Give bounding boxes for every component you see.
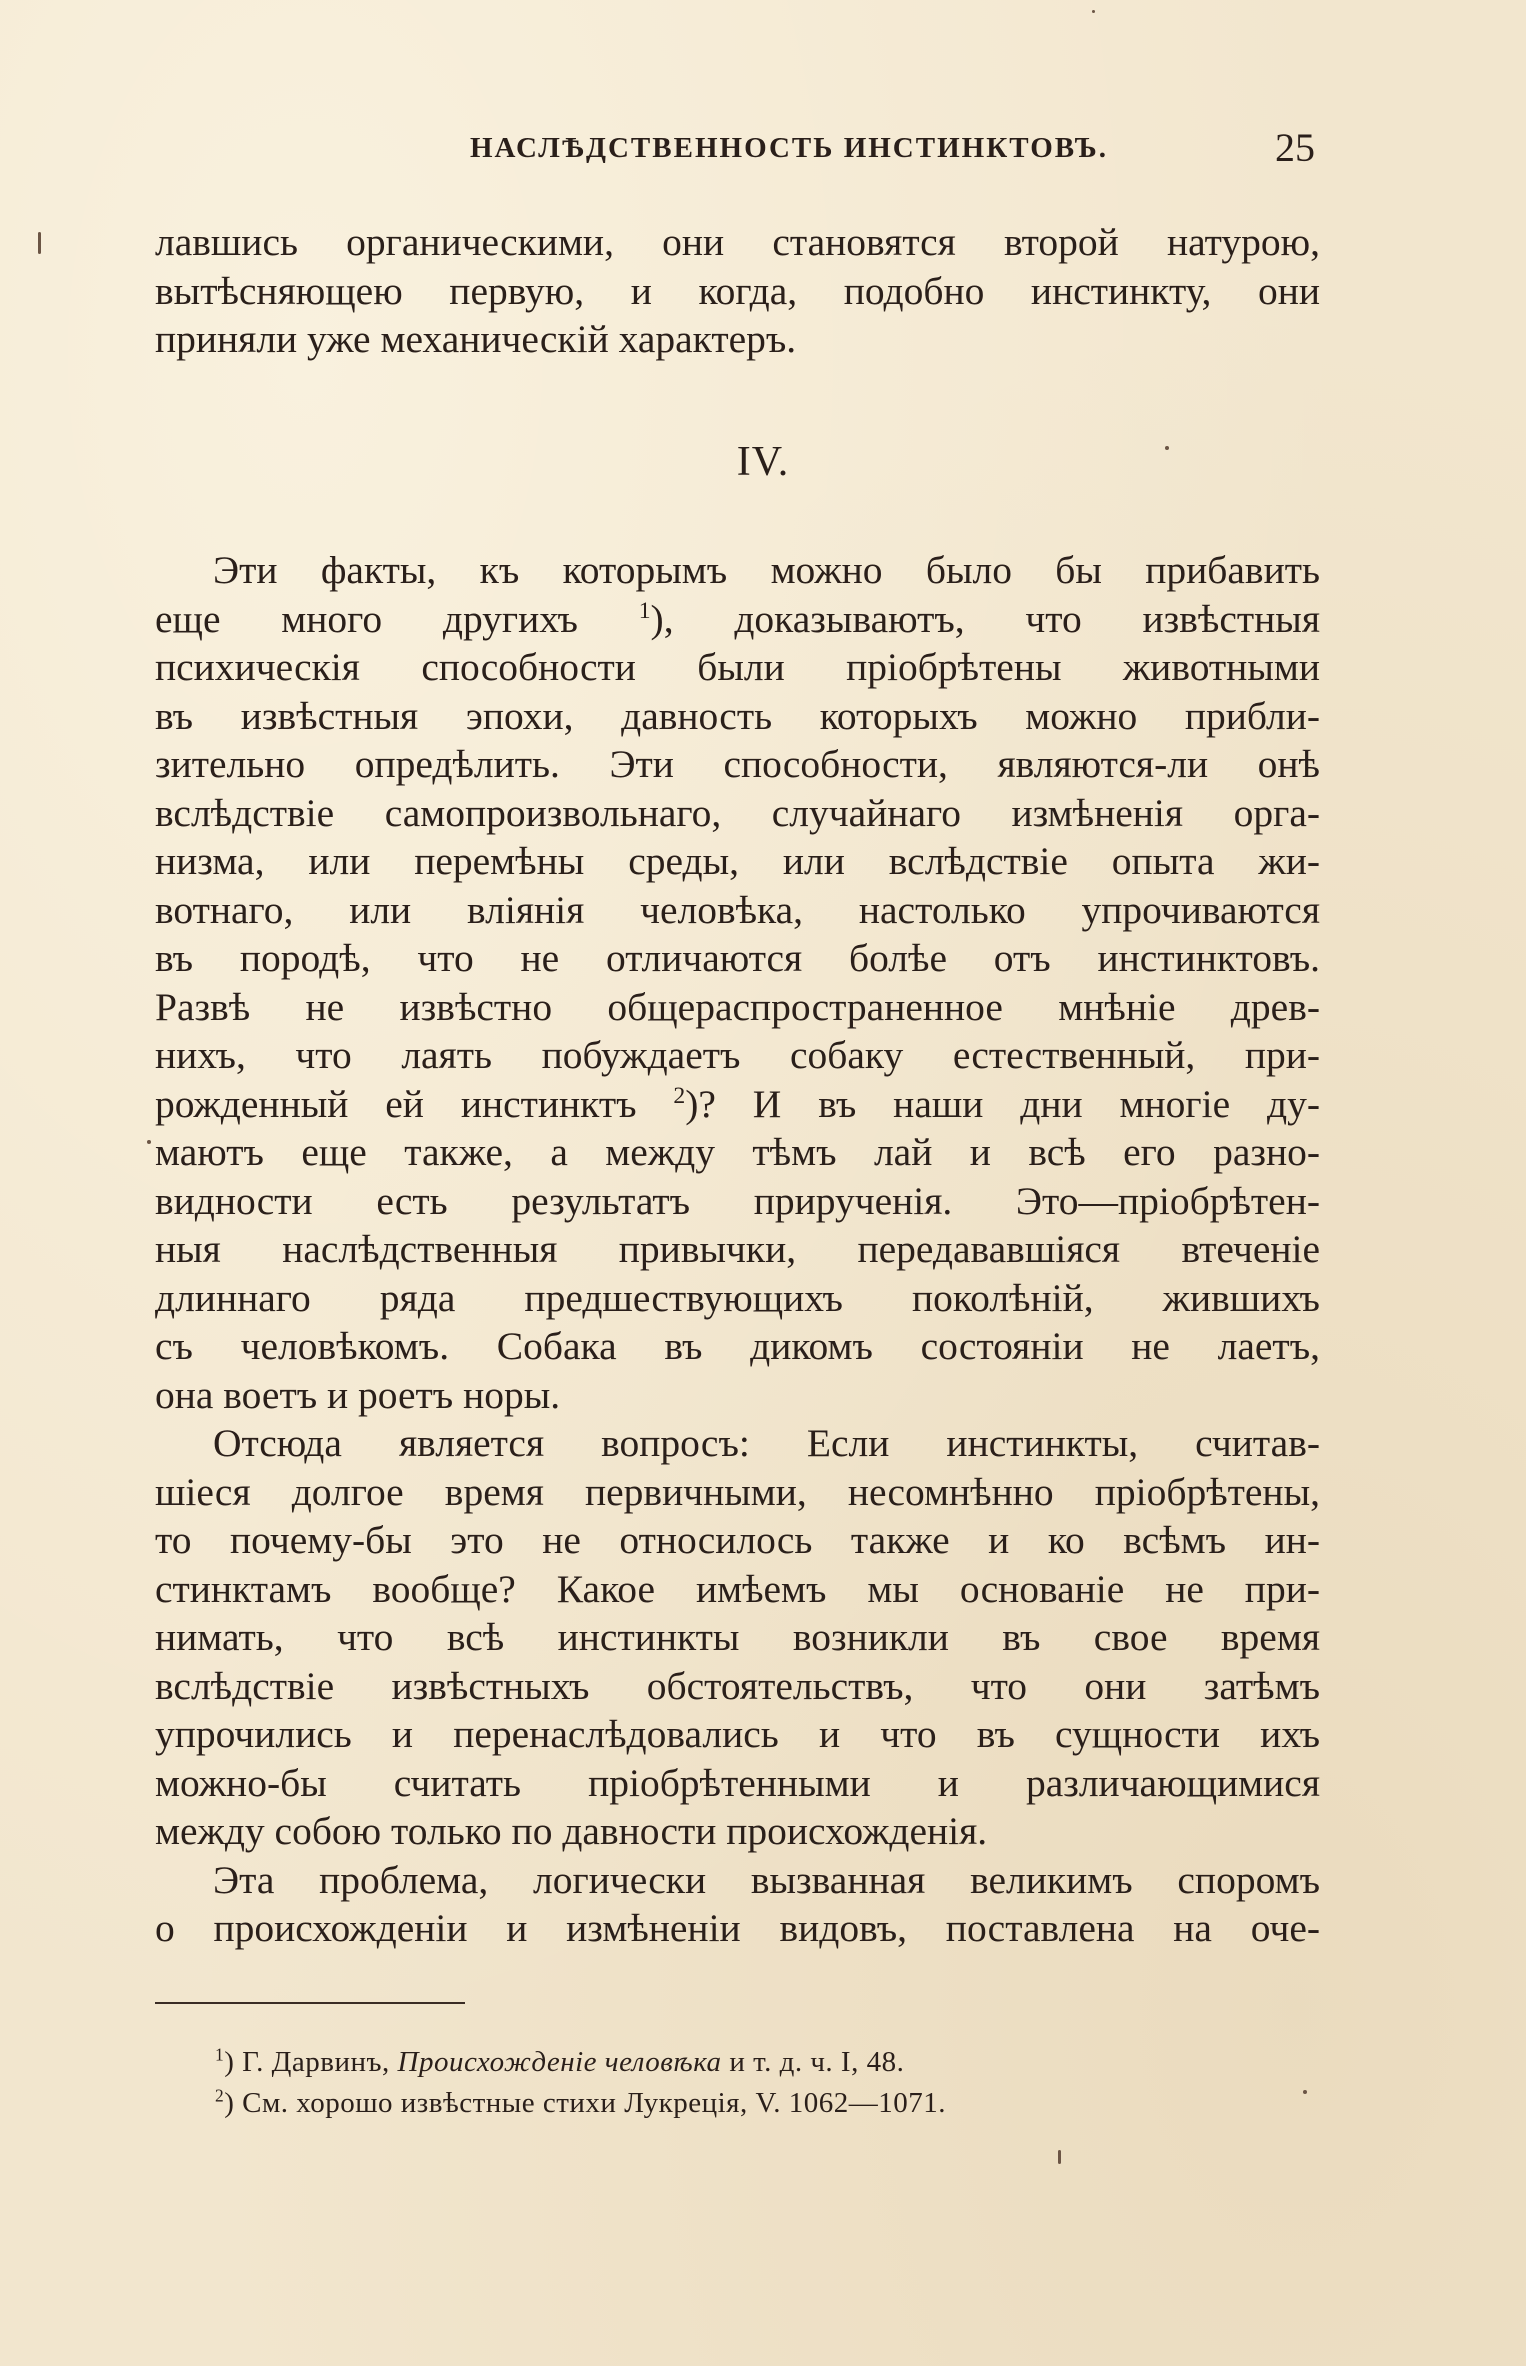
- text-line: вытѣсняющею первую, и когда, подобно инстинкту, они: [155, 268, 1320, 313]
- section-heading: IV.: [736, 439, 790, 485]
- footnote-ref[interactable]: 1: [638, 597, 651, 624]
- text-line: ныя наслѣдственныя привычки, передававшіяся втеченіе: [155, 1227, 1320, 1271]
- text-line: лавшись органическими, они становятся второй натурою,: [155, 220, 1320, 264]
- paper-speck: [147, 1140, 151, 1144]
- text-line: низма, или перемѣны среды, или вслѣдствіе опыта жи-: [155, 839, 1320, 883]
- text-line: Эта проблема, логически вызванная великимъ споромъ: [213, 1857, 1320, 1902]
- footnote-mark: 2: [215, 2085, 225, 2106]
- text-line: Отсюда является вопросъ: Если инстинкты, считав-: [213, 1421, 1320, 1465]
- running-title: НАСЛѢДСТВЕННОСТЬ ИНСТИНКТОВЪ.: [470, 132, 1108, 164]
- text-line: приняли уже механическій характеръ.: [155, 317, 797, 361]
- text-line: можно-бы считать пріобрѣтенными и различающимися: [155, 1760, 1320, 1805]
- text-line: то почему-бы это не относилось также и ко всѣмъ ин-: [155, 1518, 1320, 1562]
- text-line: о происхожденіи и измѣненіи видовъ, поставлена на оче-: [155, 1906, 1320, 1950]
- text-line: стинктамъ вообще? Какое имѣемъ мы основаніе не при-: [155, 1566, 1320, 1611]
- text-line: шіеся долгое время первичными, несомнѣнно пріобрѣтены,: [155, 1469, 1320, 1514]
- text-line: еще много другихъ $^1$), доказываютъ, что извѣстныя: [155, 596, 1321, 641]
- paper-speck: [38, 232, 41, 254]
- text-line: рожденный ей инстинктъ $^2$)? И въ наши дни многіе ду-: [155, 1081, 1320, 1126]
- text-line: нимать, что всѣ инстинкты возникли въ свое время: [155, 1615, 1320, 1659]
- body-text: [155, 546, 1320, 1953]
- footnote-divider: [155, 2002, 465, 2004]
- text-line: вотнаго, или вліянія человѣка, настолько упрочиваются: [155, 887, 1320, 932]
- text-line: вслѣдствіе самопроизвольнаго, случайнаго измѣненія орга-: [155, 790, 1320, 835]
- footnote-book-title: Происхожденіе человѣка: [397, 2046, 722, 2078]
- text-line: вслѣдствіе извѣстныхъ обстоятельствъ, что они затѣмъ: [155, 1663, 1320, 1708]
- text-line: Эти факты, къ которымъ можно было бы прибавить: [213, 548, 1320, 592]
- footnote-ref[interactable]: 2: [673, 1082, 686, 1109]
- paper-speck: [1058, 2150, 1061, 2164]
- paper-speck: [1303, 2090, 1307, 2094]
- text-line: съ человѣкомъ. Собака въ дикомъ состояніи не лаетъ,: [155, 1324, 1320, 1368]
- text-line: между собою только по давности происхожденія.: [155, 1809, 988, 1853]
- footnote: $^2$) См. хорошо извѣстные стихи Лукреція, V. 1062—1071.: [215, 2085, 946, 2119]
- paper-speck: [1092, 10, 1095, 13]
- footnotes: [215, 2042, 1265, 2124]
- footnote: $^1$) Г. Дарвинъ, Происхожденіе человѣка и т. д. ч. I, 48.: [215, 2044, 905, 2078]
- text-line: маютъ еще также, а между тѣмъ лай и всѣ его разно-: [155, 1130, 1320, 1174]
- text-line: видности есть результатъ прирученія. Это—пріобрѣтен-: [155, 1178, 1320, 1223]
- text-line: нихъ, что лаять побуждаетъ собаку естественный, при-: [155, 1033, 1320, 1077]
- text-line: въ извѣстныя эпохи, давность которыхъ можно прибли-: [155, 693, 1320, 738]
- text-line: психическія способности были пріобрѣтены животными: [155, 645, 1320, 689]
- page-number: 25: [1275, 125, 1315, 170]
- text-line: Развѣ не извѣстно общераспространенное мнѣніе древ-: [155, 984, 1320, 1029]
- footnote-mark: 1: [215, 2044, 225, 2065]
- text-line: упрочились и перенаслѣдовались и что въ сущности ихъ: [155, 1712, 1320, 1756]
- text-line: зительно опредѣлить. Эти способности, являются-ли онѣ: [155, 742, 1320, 786]
- continued-paragraph: [155, 218, 1320, 364]
- paper-speck: [1165, 446, 1169, 450]
- text-line: въ породѣ, что не отличаются болѣе отъ инстинктовъ.: [155, 936, 1320, 980]
- text-line: длиннаго ряда предшествующихъ поколѣній, жившихъ: [155, 1275, 1320, 1320]
- text-line: она воетъ и роетъ норы.: [155, 1372, 561, 1417]
